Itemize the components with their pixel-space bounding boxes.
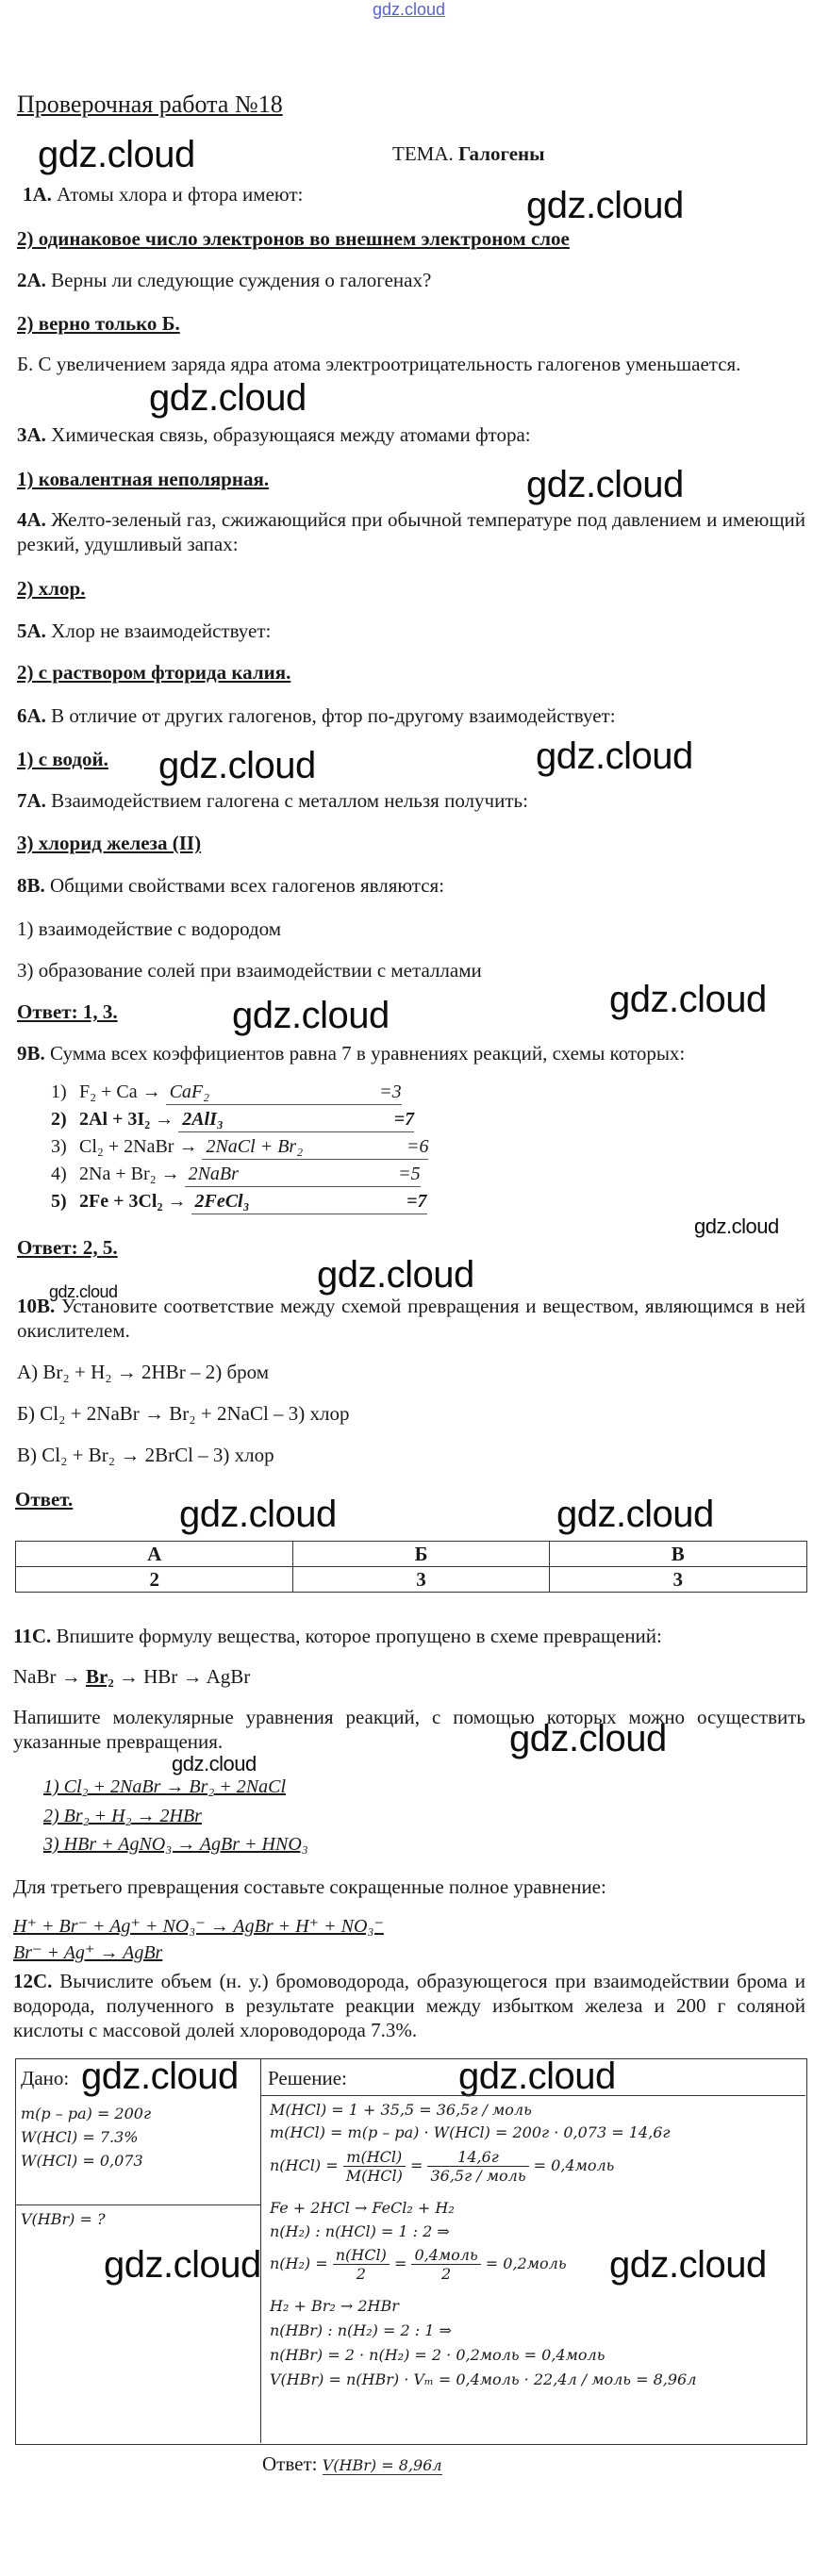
answer-label: Ответ: xyxy=(262,2452,318,2475)
question-number: 10В. xyxy=(17,1295,56,1317)
watermark: gdz.cloud xyxy=(536,735,693,777)
given-line: W(HCl) = 7.3% xyxy=(21,2128,139,2146)
given-divider xyxy=(15,2204,260,2205)
equation-row xyxy=(51,1163,421,1187)
question-number: 4А. xyxy=(17,508,46,531)
denominator: M(HCl) xyxy=(345,2167,403,2185)
watermark: gdz.cloud xyxy=(694,1214,779,1238)
topic-line xyxy=(392,141,545,166)
solution-step: V(HBr) = n(HBr) · Vₘ = 0,4моль · 22,4л / моль = 8,96л xyxy=(270,2370,697,2388)
denominator: 2 xyxy=(440,2265,452,2283)
question-text: Химическая связь, образующаяся между атомами фтора: xyxy=(51,423,531,446)
equation-reactants: 2Al + 3I₂ → xyxy=(79,1109,174,1130)
question-number: 8В. xyxy=(17,874,45,897)
equation-number: 4) xyxy=(51,1164,67,1184)
match-line: В) Cl₂ + Br₂ → 2BrCl – 3) хлор xyxy=(17,1444,274,1466)
equation-line: 2) Br₂ + H₂ → 2HBr xyxy=(43,1806,202,1826)
question-text: Хлор не взаимодействует: xyxy=(51,619,272,642)
equation-products-text: CaF₂ xyxy=(169,1082,210,1102)
watermark: gdz.cloud xyxy=(526,185,684,226)
solution-step-fraction xyxy=(270,2246,567,2283)
answer-2: 2) верно только Б. xyxy=(17,312,180,335)
question-number: 6А. xyxy=(17,704,46,727)
header-watermark-link[interactable]: gdz.cloud xyxy=(373,0,446,19)
watermark: gdz.cloud xyxy=(172,1752,257,1775)
table-header-cell: В xyxy=(549,1542,806,1567)
watermark: gdz.cloud xyxy=(49,1282,118,1301)
watermark: gdz.cloud xyxy=(179,1494,337,1535)
answer-5: 2) с раствором фторида калия. xyxy=(17,661,291,684)
formula-part: = 0,2моль xyxy=(485,2254,567,2272)
given-line: m(p – pa) = 200г xyxy=(21,2105,152,2122)
table-cell: 3 xyxy=(293,1567,549,1593)
denominator: 2 xyxy=(356,2265,366,2283)
answer-table xyxy=(15,1541,807,1593)
question-4 xyxy=(17,507,805,556)
equation-reactants: Cl₂ + 2NaBr → xyxy=(79,1136,198,1157)
coefficient-sum: =7 xyxy=(406,1191,427,1212)
answer-1: 2) одинаковое число электронов во внешнем электроном слое xyxy=(17,227,570,250)
given-label: Дано: xyxy=(21,2067,70,2089)
solution-step: M(HCl) = 1 + 35,5 = 36,5г / моль xyxy=(270,2101,532,2119)
table-header-row xyxy=(16,1542,807,1567)
coefficient-sum: =5 xyxy=(398,1164,421,1184)
equation-products xyxy=(166,1081,402,1105)
coefficient-sum: =7 xyxy=(393,1109,415,1130)
question-10 xyxy=(17,1294,805,1343)
watermark: gdz.cloud xyxy=(158,745,316,786)
formula-part: = 0,4моль xyxy=(533,2156,615,2174)
table-cell: 2 xyxy=(16,1567,293,1593)
transformation-scheme xyxy=(13,1664,250,1689)
answer-9: Ответ: 2, 5. xyxy=(17,1236,118,1259)
equation-number: 3) xyxy=(51,1136,67,1157)
fraction xyxy=(427,2148,528,2185)
option-item: 3) образование солей при взаимодействии с металлами xyxy=(17,959,482,982)
equation-line: 1) Cl₂ + 2NaBr → Br₂ + 2NaCl xyxy=(43,1776,287,1797)
equation-products-text: 2NaCl + Br₂ xyxy=(206,1136,304,1157)
question-text: Впишите формулу вещества, которое пропущено в схеме превращений: xyxy=(56,1625,662,1647)
ionic-equation-full: H⁺ + Br⁻ + Ag⁺ + NO₃⁻ → AgBr + H⁺ + NO₃⁻ xyxy=(13,1916,384,1937)
question-number: 11С. xyxy=(13,1625,52,1647)
ionic-equation-short: Br⁻ + Ag⁺ → AgBr xyxy=(13,1942,163,1963)
watermark: gdz.cloud xyxy=(609,979,767,1020)
numerator: m(HCl) xyxy=(343,2148,406,2167)
scheme-part: → HBr → AgBr xyxy=(118,1665,251,1688)
question-number: 3А. xyxy=(17,423,46,446)
solution-step-fraction xyxy=(270,2148,614,2185)
question-text: В отличие от других галогенов, фтор по-другому взаимодействует: xyxy=(51,704,616,727)
watermark: gdz.cloud xyxy=(232,995,390,1036)
table-header-cell: Б xyxy=(293,1542,549,1567)
answer-7: 3) хлорид железа (II) xyxy=(17,832,202,854)
watermark: gdz.cloud xyxy=(458,2056,616,2097)
solution-step: Fe + 2HCl → FeCl₂ + H₂ xyxy=(270,2199,455,2217)
scheme-missing: Br₂ xyxy=(86,1665,114,1688)
question-number: 5А. xyxy=(17,619,46,642)
question-text: Сумма всех коэффициентов равна 7 в уравнениях реакций, схемы которых: xyxy=(50,1042,686,1065)
table-header-cell: А xyxy=(16,1542,293,1567)
question-number: 9В. xyxy=(17,1042,45,1065)
watermark: gdz.cloud xyxy=(509,1718,667,1759)
question-1 xyxy=(23,182,303,206)
equation-reactants: 2Na + Br₂ → xyxy=(79,1164,180,1184)
fraction xyxy=(333,2246,390,2283)
equation-products-text: 2FeCl₃ xyxy=(194,1191,250,1212)
equation-row xyxy=(51,1081,402,1105)
solution-step: n(HBr) = 2 · n(H₂) = 2 · 0,2моль = 0,4моль xyxy=(270,2346,606,2364)
option-item: 1) взаимодействие с водородом xyxy=(17,917,282,940)
question-text: Атомы хлора и фтора имеют: xyxy=(57,183,304,206)
formula-part: n(HCl) = xyxy=(270,2156,339,2174)
header-divider xyxy=(260,2095,805,2096)
solution-step: n(HBr) : n(H₂) = 2 : 1 ⇒ xyxy=(270,2321,452,2339)
numerator: 14,6г xyxy=(427,2148,528,2167)
formula-part: n(H₂) = xyxy=(270,2254,328,2272)
match-line: А) Br₂ + H₂ → 2HBr – 2) бром xyxy=(17,1361,270,1383)
watermark: gdz.cloud xyxy=(317,1254,474,1296)
question-text: Общими свойствами всех галогенов являются: xyxy=(50,874,445,897)
task-text: Напишите молекулярные уравнения реакций, с помощью которых можно осуществить указанные превращения. xyxy=(13,1706,805,1753)
equation-line: 3) HBr + AgNO₃ → AgBr + HNO₃ xyxy=(43,1834,308,1855)
numerator: n(HCl) xyxy=(333,2246,390,2265)
answer-4: 2) хлор. xyxy=(17,577,86,600)
solution-step: m(HCl) = m(p – pa) · W(HCl) = 200г · 0,073 = 14,6г xyxy=(270,2123,671,2141)
equation-products-text: 2NaBr xyxy=(188,1164,239,1184)
column-divider xyxy=(260,2058,261,2443)
equation-products xyxy=(178,1108,414,1132)
answer-6: 1) с водой. xyxy=(17,748,108,770)
question-3 xyxy=(17,422,531,447)
question-2 xyxy=(17,268,431,292)
formula-part: = xyxy=(409,2156,423,2174)
equation-row xyxy=(51,1190,427,1214)
find-line: V(HBr) = ? xyxy=(21,2210,106,2228)
question-5 xyxy=(17,619,271,643)
table-row xyxy=(16,1567,807,1593)
answer-8: Ответ: 1, 3. xyxy=(17,1000,118,1023)
question-6 xyxy=(17,703,616,728)
statement-b: Б. С увеличением заряда ядра атома электроотрицательность галогенов уменьшается. xyxy=(17,353,741,375)
fraction xyxy=(343,2148,406,2185)
watermark: gdz.cloud xyxy=(38,134,195,175)
equation-reactants: 2Fe + 3Cl₂ → xyxy=(79,1191,187,1212)
watermark: gdz.cloud xyxy=(609,2244,767,2286)
solution-label: Решение: xyxy=(268,2067,347,2089)
question-number: 7А. xyxy=(17,789,46,812)
denominator: 36,5г / моль xyxy=(430,2167,526,2185)
question-text: Установите соответствие между схемой превращения и веществом, являющимся в ней окислителем. xyxy=(17,1295,806,1342)
topic-label: ТЕМА. xyxy=(392,142,454,165)
equation-products-text: 2AlI₃ xyxy=(182,1109,224,1130)
equation-reactants: F₂ + Ca → xyxy=(79,1082,161,1102)
watermark: gdz.cloud xyxy=(81,2056,239,2097)
question-text: Взаимодействием галогена с металлом нельзя получить: xyxy=(51,789,528,812)
equation-number: 1) xyxy=(51,1082,67,1102)
equation-row xyxy=(51,1135,428,1160)
question-number: 1А. xyxy=(23,183,52,206)
question-number: 12С. xyxy=(13,1970,53,1992)
coefficient-sum: =3 xyxy=(379,1082,402,1102)
question-text: Вычислите объем (н. у.) бромоводорода, образующегося при взаимодействии брома и водорода, полученного в результате реакции между избытком железа и 200 г соляной кислоты с массовой долей хлороводорода 7.3%. xyxy=(13,1970,806,2041)
question-8 xyxy=(17,873,444,898)
final-answer xyxy=(262,2452,442,2478)
question-text: Верны ли следующие суждения о галогенах? xyxy=(51,269,432,291)
solution-step: n(H₂) : n(HCl) = 1 : 2 ⇒ xyxy=(270,2222,450,2240)
question-7 xyxy=(17,788,528,813)
watermark: gdz.cloud xyxy=(556,1494,714,1535)
page-title: Проверочная работа №18 xyxy=(17,91,283,118)
scheme-part: NaBr → xyxy=(13,1665,81,1688)
question-text: Желто-зеленый газ, сжижающийся при обычной температуре под давлением и имеющий резкий, удушливый запах: xyxy=(17,508,805,555)
coefficient-sum: =6 xyxy=(406,1136,429,1157)
answer-10-label: Ответ. xyxy=(15,1488,74,1511)
question-number: 2А. xyxy=(17,269,46,291)
equation-products xyxy=(185,1163,421,1187)
solution-step: H₂ + Br₂ → 2HBr xyxy=(270,2297,399,2315)
fraction xyxy=(411,2246,480,2283)
equation-number: 2) xyxy=(51,1109,67,1130)
given-line: W(HCl) = 0,073 xyxy=(21,2152,143,2170)
answer-value: V(HBr) = 8,96л xyxy=(322,2456,442,2474)
equation-row xyxy=(51,1108,414,1132)
equation-number: 5) xyxy=(51,1191,67,1212)
equation-products xyxy=(202,1135,428,1160)
question-9 xyxy=(17,1041,685,1065)
watermark: gdz.cloud xyxy=(104,2244,261,2286)
question-12 xyxy=(13,1969,805,2042)
question-11 xyxy=(13,1624,662,1648)
topic-name: Галогены xyxy=(458,142,545,165)
equation-products xyxy=(191,1190,427,1214)
watermark: gdz.cloud xyxy=(526,464,684,505)
numerator: 0,4моль xyxy=(411,2246,480,2265)
watermark: gdz.cloud xyxy=(149,377,307,419)
formula-part: = xyxy=(393,2254,407,2272)
match-line: Б) Cl₂ + 2NaBr → Br₂ + 2NaCl – 3) хлор xyxy=(17,1402,350,1425)
answer-3: 1) ковалентная неполярная. xyxy=(17,468,270,490)
ionic-task: Для третьего превращения составьте сокращенные полное уравнение: xyxy=(13,1875,606,1898)
table-cell: 3 xyxy=(549,1567,806,1593)
